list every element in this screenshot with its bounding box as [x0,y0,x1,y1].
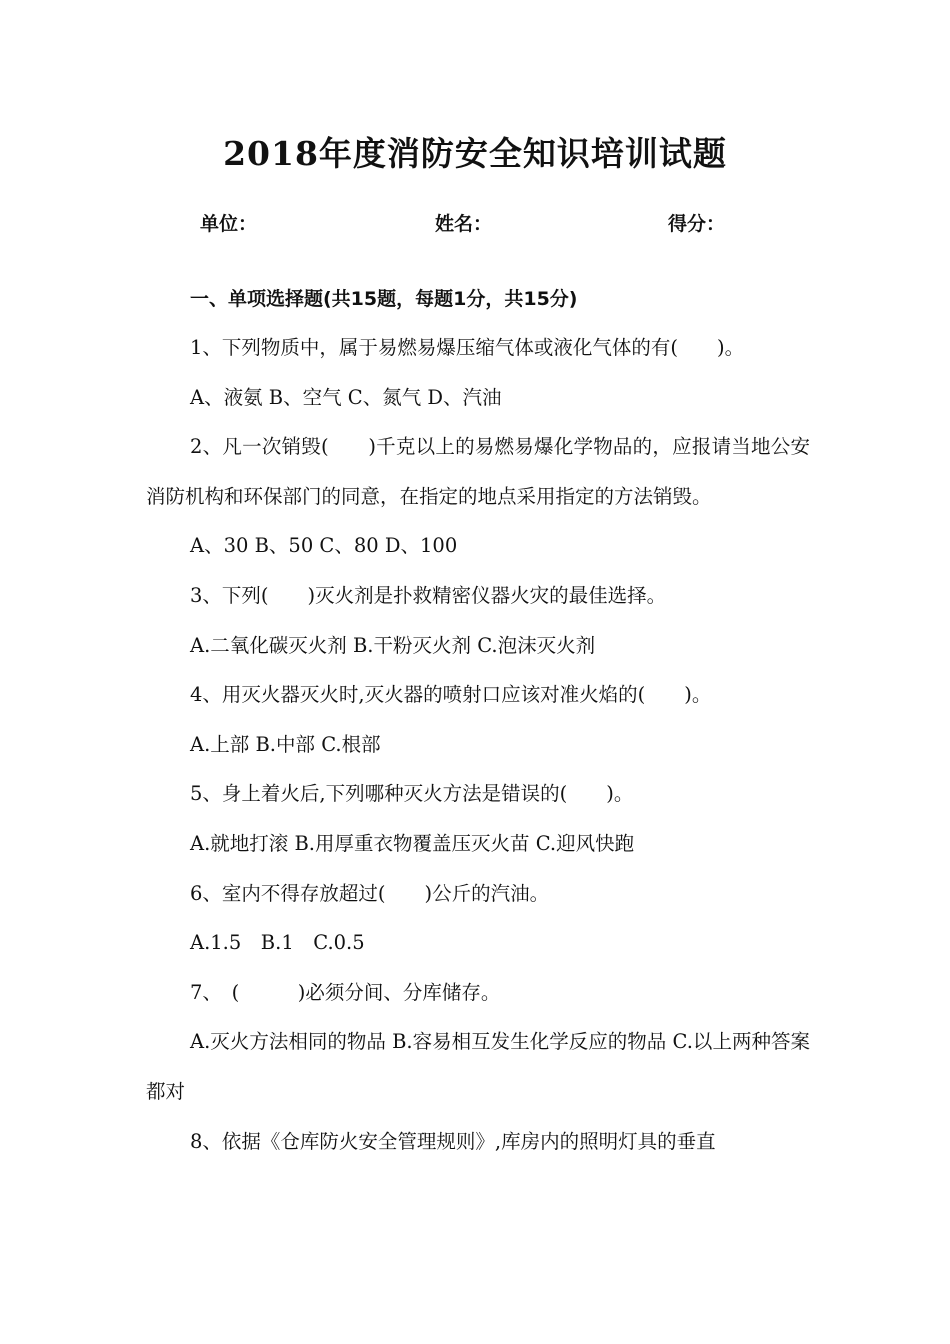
question-4-options: A.上部 B.中部 C.根部 [190,732,381,756]
unit-field-label: 单位： [200,213,258,235]
question-3-options: A.二氧化碳灭火剂 B.干粉灭火剂 C.泡沫灭火剂 [190,633,596,657]
question-2-options: A、30 B、50 C、80 D、100 [190,534,458,558]
question-2: 2、凡一次销毁( )千克以上的易燃易爆化学物品的，应报请当地公安消防机构和环保部门的同意，在指定的地点采用指定的方法销毁。 [146,435,810,508]
section-heading: 一、单项选择题(共15题，每题1分，共15分) [190,288,578,310]
question-1-options: A、液氨 B、空气 C、氮气 D、汽油 [190,385,502,409]
question-5-options: A.就地打滚 B.用厚重衣物覆盖压灭火苗 C.迎风快跑 [190,831,635,855]
question-4: 4、用灭火器灭火时,灭火器的喷射口应该对准火焰的( )。 [190,683,712,707]
question-8: 8、依据《仓库防火安全管理规则》,库房内的照明灯具的垂直 [190,1129,716,1153]
question-6: 6、室内不得存放超过( )公斤的汽油。 [190,881,550,905]
question-list [146,323,810,1166]
question-3: 3、下列( )灭火剂是扑救精密仪器火灾的最佳选择。 [190,583,667,607]
question-6-options: A.1.5 B.1 C.0.5 [190,931,365,955]
name-field-label: 姓名： [435,213,493,235]
question-7-options: A.灭火方法相同的物品 B.容易相互发生化学反应的物品 C.以上两种答案都对 [146,1030,810,1103]
score-field-label: 得分： [668,213,726,235]
question-1: 1、下列物质中，属于易燃易爆压缩气体或液化气体的有( )。 [190,336,745,359]
exam-header-fields [0,209,950,241]
question-5: 5、身上着火后,下列哪种灭火方法是错误的( )。 [190,782,634,806]
page-title: 2018年度消防安全知识培训试题 [223,134,727,173]
question-7: 7、 ( )必须分间、分库储存。 [190,980,501,1004]
